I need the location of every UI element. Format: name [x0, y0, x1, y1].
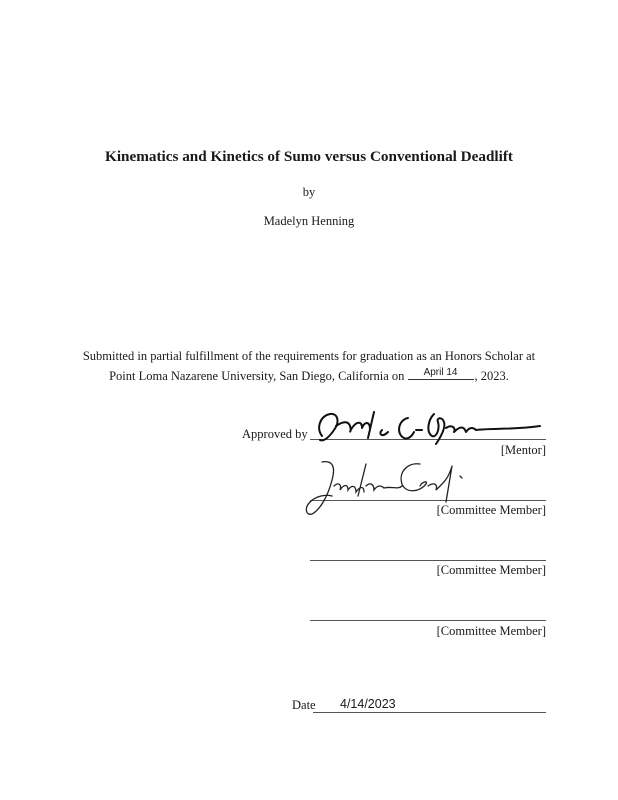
author-name: Madelyn Henning [263, 214, 355, 228]
submission-year-text: , 2023. [474, 369, 509, 383]
by-label: by [302, 185, 316, 199]
submission-date-field [408, 367, 474, 380]
date-value: 4/14/2023 [340, 697, 396, 711]
committee-1-role-label: [Committee Member] [436, 503, 546, 517]
committee-1-signature [302, 456, 472, 518]
submission-statement-line2 [0, 367, 618, 384]
committee-2-signature-line [310, 560, 546, 561]
submission-location-text: Point Loma Nazarene University, San Diego, California on [109, 369, 405, 383]
mentor-role-label: [Mentor] [500, 443, 546, 457]
committee-3-role-label: [Committee Member] [436, 624, 546, 638]
date-line [313, 712, 546, 713]
document-title: Kinematics and Kinetics of Sumo versus Conventional Deadlift [105, 148, 513, 165]
submission-statement-line1: Submitted in partial fulfillment of the requirements for graduation as an Honors Scholar at [82, 349, 536, 363]
submission-date-value: April 14 [423, 367, 458, 378]
committee-2-role-label: [Committee Member] [436, 563, 546, 577]
approved-by-label: Approved by [242, 427, 308, 441]
committee-3-signature-line [310, 620, 546, 621]
date-label: Date [292, 698, 316, 712]
mentor-signature [312, 408, 548, 448]
